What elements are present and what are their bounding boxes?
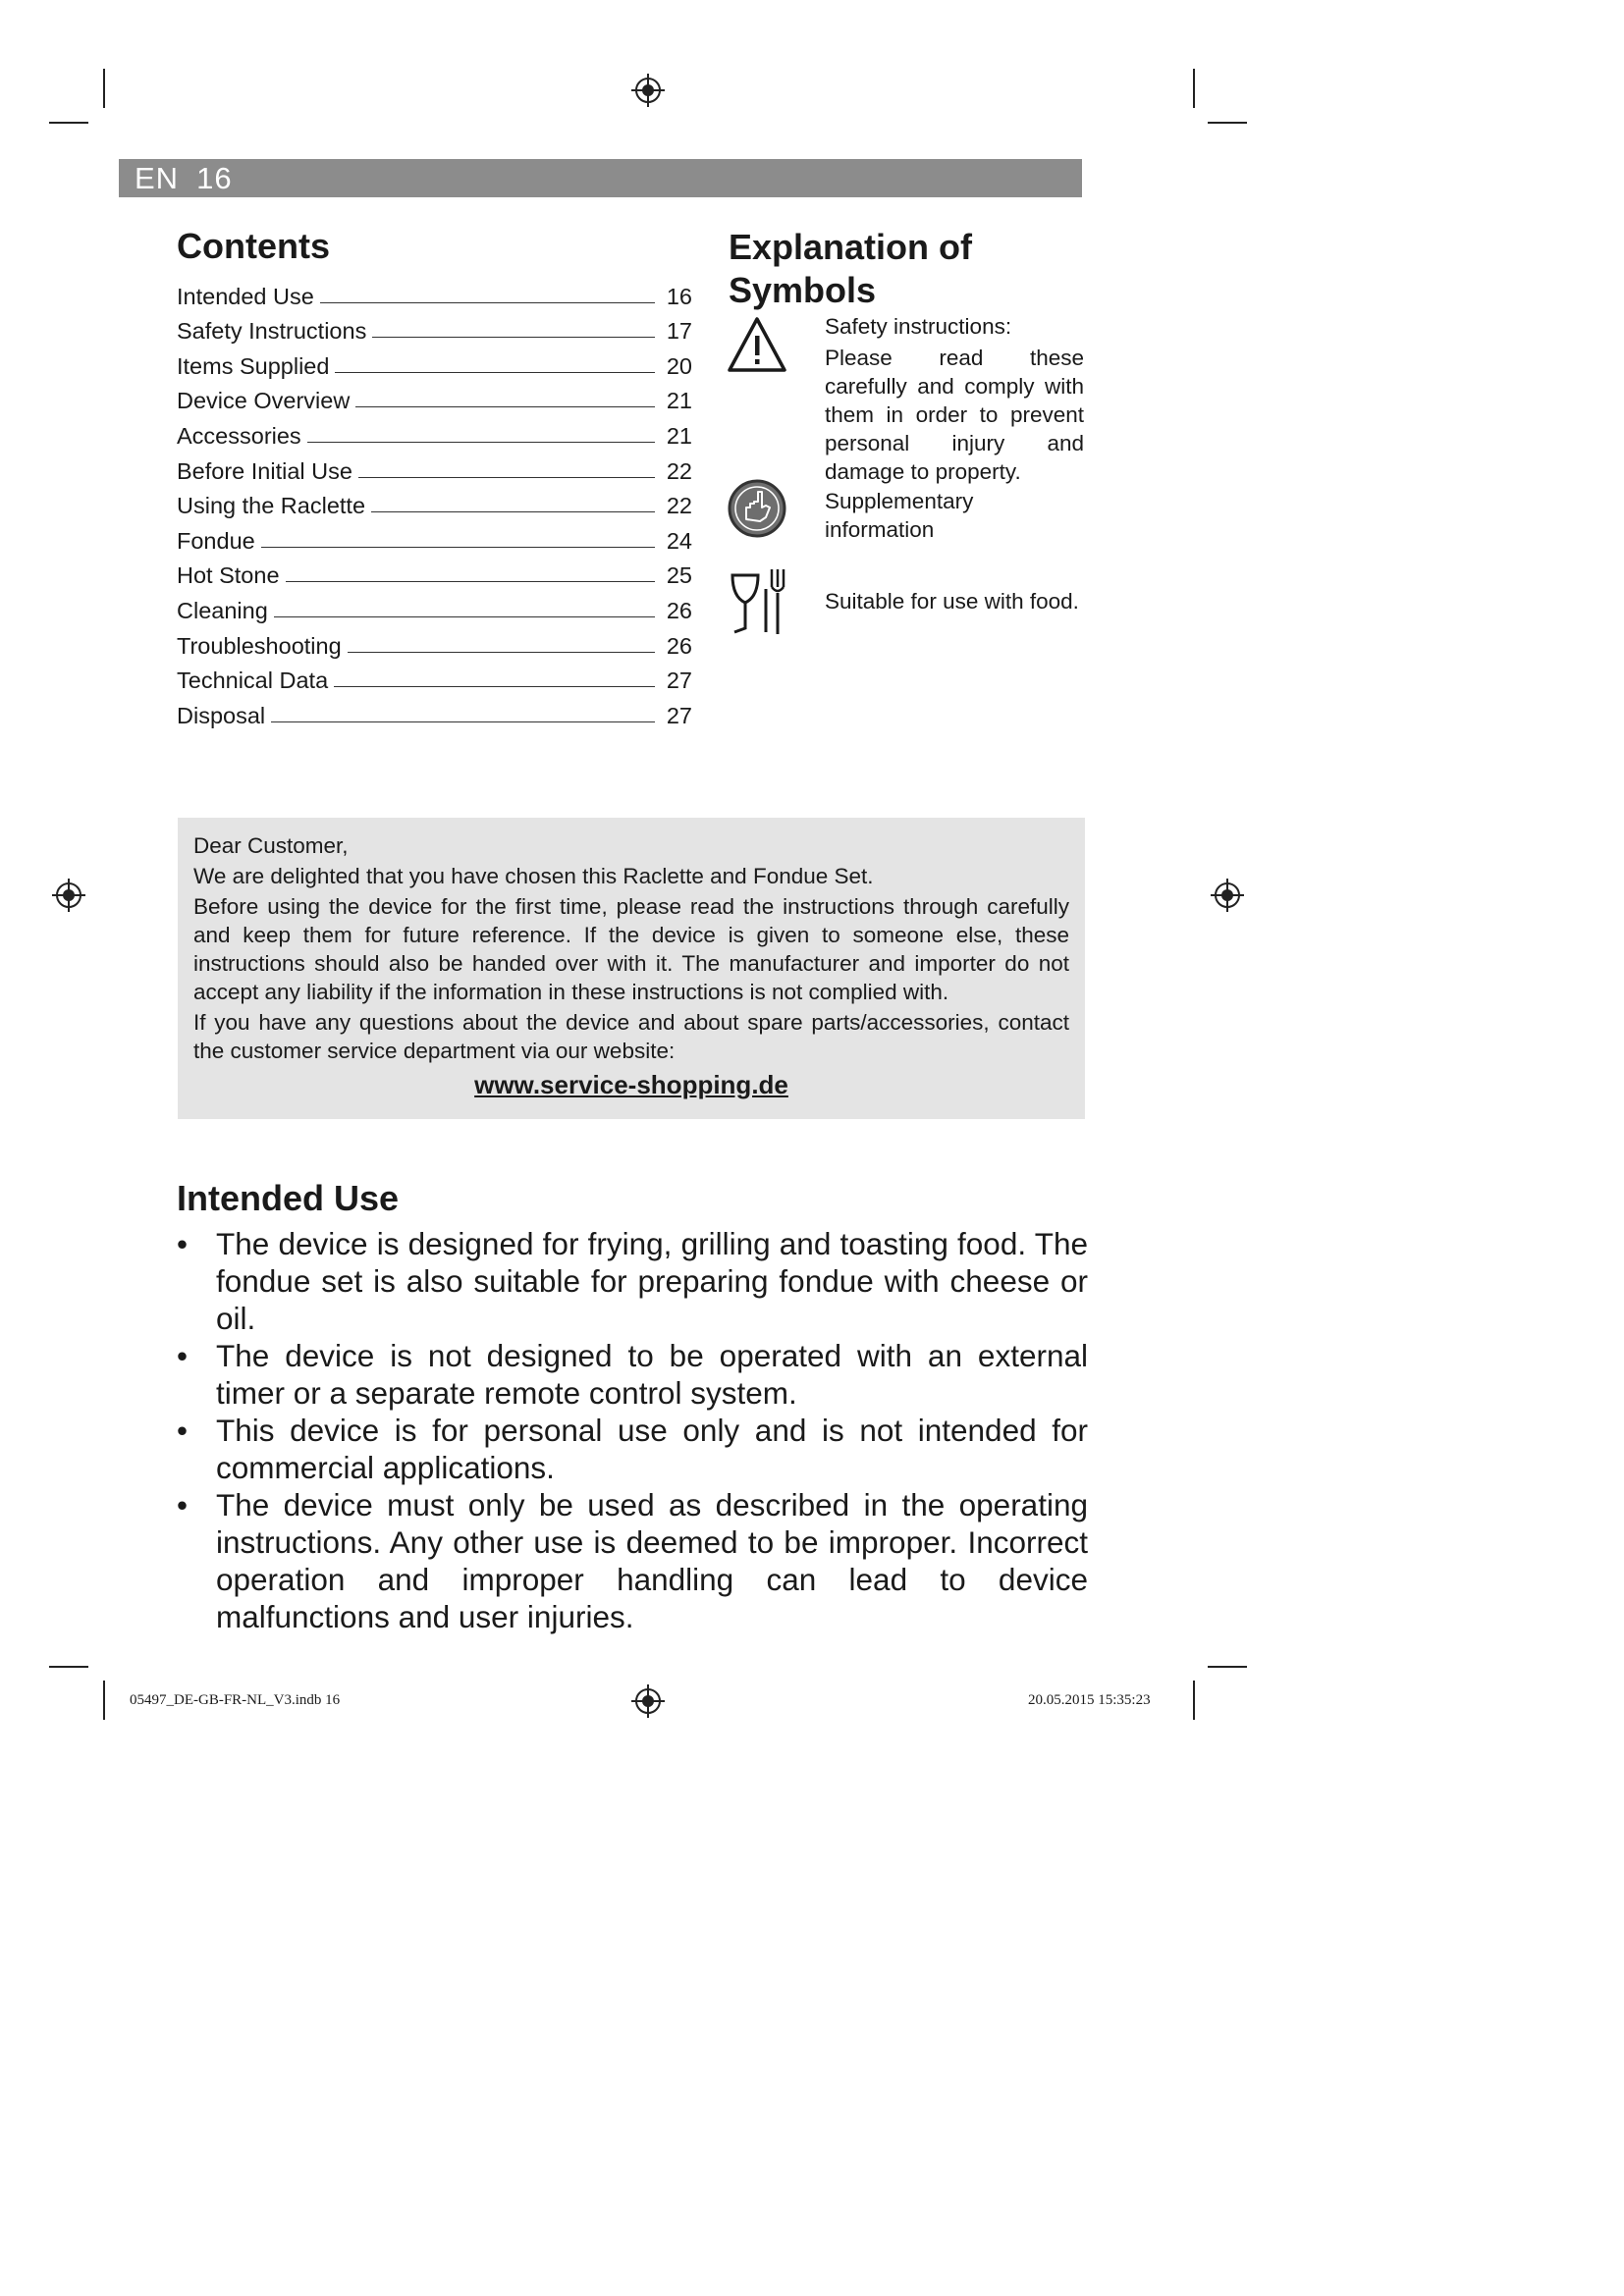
page-header-bar bbox=[119, 159, 1082, 197]
footer-timestamp: 20.05.2015 15:35:23 bbox=[1028, 1692, 1151, 1708]
toc-leader-line bbox=[320, 302, 655, 303]
crop-mark bbox=[1193, 69, 1195, 108]
toc-page-number: 24 bbox=[666, 527, 692, 554]
symbols-title: Explanation of Symbols bbox=[729, 227, 973, 310]
toc-page-number: 26 bbox=[666, 632, 692, 659]
toc-leader-line bbox=[371, 511, 655, 512]
toc-label: Device Overview bbox=[177, 388, 351, 414]
toc-row bbox=[177, 450, 692, 485]
list-item: • This device is for personal use only and is not intended for commercial applications. bbox=[177, 1412, 1088, 1486]
toc-leader-line bbox=[335, 372, 655, 373]
customer-notice-box bbox=[178, 818, 1085, 1119]
notice-line: We are delighted that you have chosen this Raclette and Fondue Set. bbox=[193, 864, 874, 888]
footer-filename: 05497_DE-GB-FR-NL_V3.indb 16 bbox=[130, 1692, 341, 1708]
notice-paragraph: Before using the device for the first time, please read the instructions through carefully and keep them for future reference. If the device is given to someone else, these instructions should also be handed over with it. The manufacturer and importer do not accept any liability if the information in these instructions is not complied with. bbox=[193, 894, 1069, 1004]
contents-title: Contents bbox=[177, 226, 330, 266]
safety-text: Please read these carefully and comply with them in order to prevent personal injury and damage to property. bbox=[825, 346, 1084, 484]
list-item: • The device is not designed to be operated with an external timer or a separate remote control system. bbox=[177, 1337, 1088, 1412]
intended-use-title: Intended Use bbox=[177, 1178, 400, 1218]
toc-label: Technical Data bbox=[177, 667, 329, 694]
crop-mark bbox=[1193, 1681, 1195, 1720]
toc-label: Before Initial Use bbox=[177, 457, 352, 484]
toc-row bbox=[177, 555, 692, 590]
safety-heading: Safety instructions: bbox=[825, 314, 1012, 339]
page-number: 16 bbox=[196, 161, 233, 195]
language-code: EN bbox=[135, 161, 180, 195]
food-safe-icon bbox=[729, 567, 789, 638]
warning-triangle-icon bbox=[727, 316, 787, 373]
crop-mark bbox=[103, 69, 105, 108]
toc-page-number: 27 bbox=[666, 702, 692, 728]
toc-page-number: 27 bbox=[666, 667, 692, 694]
toc-leader-line bbox=[355, 406, 655, 407]
list-item: • The device must only be used as described in the operating instructions. Any other use is deemed to be improper. Incorrect operation and improper handling can lead to device malfunctions and user injuries. bbox=[177, 1486, 1088, 1635]
notice-paragraph: If you have any questions about the device and about spare parts/accessories, contact the customer service department via our website: bbox=[193, 1010, 1069, 1063]
info-hand-icon bbox=[727, 478, 787, 539]
toc-row bbox=[177, 519, 692, 555]
info-text: Supplementary information bbox=[825, 489, 974, 542]
toc-row bbox=[177, 589, 692, 624]
toc-leader-line bbox=[334, 686, 655, 687]
table-of-contents bbox=[177, 275, 692, 729]
toc-page-number: 26 bbox=[666, 597, 692, 623]
toc-row bbox=[177, 414, 692, 450]
toc-page-number: 21 bbox=[666, 422, 692, 449]
toc-label: Items Supplied bbox=[177, 352, 330, 379]
notice-greeting: Dear Customer, bbox=[193, 833, 349, 858]
toc-leader-line bbox=[372, 337, 655, 338]
toc-page-number: 20 bbox=[666, 352, 692, 379]
toc-label: Safety Instructions bbox=[177, 318, 367, 345]
website-link[interactable]: www.service-shopping.de bbox=[474, 1070, 788, 1099]
toc-page-number: 16 bbox=[666, 283, 692, 309]
toc-leader-line bbox=[348, 652, 655, 653]
toc-leader-line bbox=[274, 616, 655, 617]
intended-use-list bbox=[177, 1225, 1088, 1635]
toc-label: Accessories bbox=[177, 422, 301, 449]
toc-row bbox=[177, 345, 692, 380]
toc-row bbox=[177, 485, 692, 520]
toc-row bbox=[177, 380, 692, 415]
crop-mark bbox=[49, 122, 88, 124]
toc-leader-line bbox=[307, 442, 655, 443]
crop-mark bbox=[1208, 122, 1247, 124]
toc-row bbox=[177, 694, 692, 729]
toc-row bbox=[177, 275, 692, 310]
crop-mark bbox=[103, 1681, 105, 1720]
crop-mark bbox=[1208, 1666, 1247, 1668]
toc-label: Fondue bbox=[177, 527, 255, 554]
list-item: • The device is designed for frying, grilling and toasting food. The fondue set is also suitable for preparing fondue with cheese or oil. bbox=[177, 1225, 1088, 1337]
toc-label: Using the Raclette bbox=[177, 493, 366, 519]
food-text: Suitable for use with food. bbox=[825, 589, 1079, 614]
registration-mark-icon bbox=[1211, 879, 1244, 912]
registration-mark-icon bbox=[631, 74, 665, 107]
toc-page-number: 17 bbox=[666, 318, 692, 345]
toc-label: Disposal bbox=[177, 702, 266, 728]
toc-leader-line bbox=[261, 547, 655, 548]
registration-mark-icon bbox=[631, 1684, 665, 1718]
toc-page-number: 25 bbox=[666, 562, 692, 589]
toc-label: Troubleshooting bbox=[177, 632, 342, 659]
toc-page-number: 22 bbox=[666, 457, 692, 484]
toc-page-number: 22 bbox=[666, 493, 692, 519]
toc-label: Hot Stone bbox=[177, 562, 280, 589]
toc-row bbox=[177, 310, 692, 346]
toc-leader-line bbox=[358, 477, 655, 478]
toc-leader-line bbox=[271, 721, 655, 722]
toc-label: Intended Use bbox=[177, 283, 314, 309]
crop-mark bbox=[49, 1666, 88, 1668]
toc-row bbox=[177, 624, 692, 660]
registration-mark-icon bbox=[52, 879, 85, 912]
toc-page-number: 21 bbox=[666, 388, 692, 414]
toc-leader-line bbox=[286, 581, 655, 582]
toc-label: Cleaning bbox=[177, 597, 268, 623]
toc-row bbox=[177, 660, 692, 695]
